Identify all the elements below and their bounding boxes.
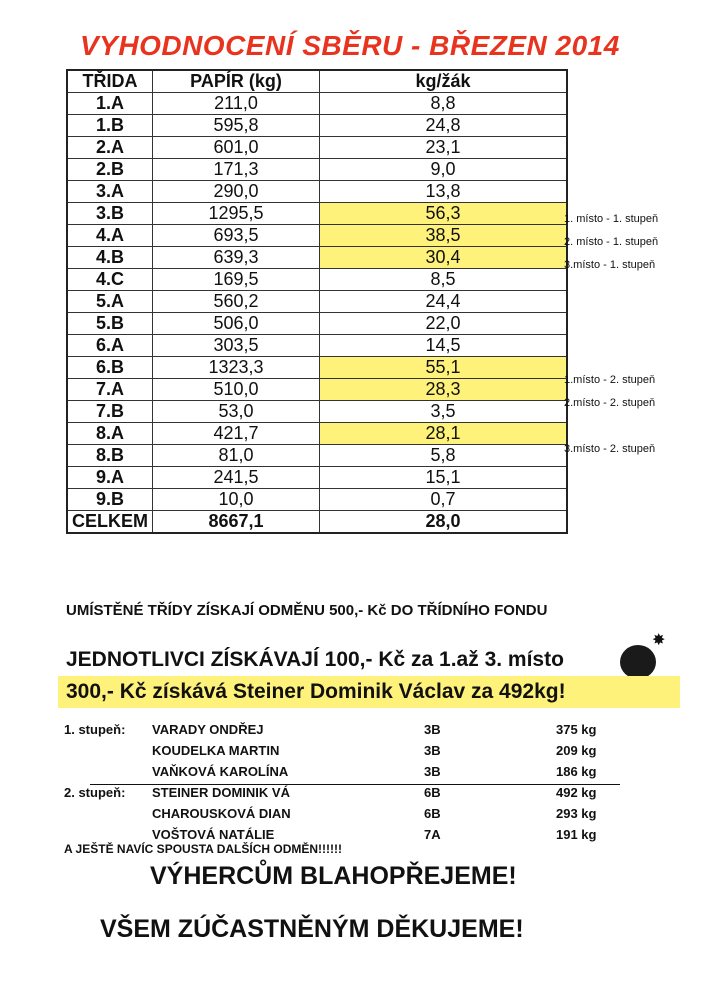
winner-name: CHAROUSKOVÁ DIAN [152, 806, 291, 821]
cell-class: 6.B [67, 357, 153, 379]
cell-class: 4.B [67, 247, 153, 269]
cell-paper: 81,0 [153, 445, 320, 467]
cell-per-pupil: 15,1 [320, 467, 568, 489]
cell-paper: 595,8 [153, 115, 320, 137]
cell-per-pupil: 38,5 [320, 225, 568, 247]
cell-class: 3.A [67, 181, 153, 203]
winner-row [64, 783, 624, 804]
placement-note: 3.místo - 1. stupeň [564, 259, 656, 271]
winner-name: VARADY ONDŘEJ [152, 722, 264, 737]
congrats-text: VÝHERCŮM BLAHOPŘEJEME! [150, 862, 517, 890]
table-row [67, 467, 567, 489]
cell-per-pupil: 5,8 [320, 445, 568, 467]
cell-per-pupil: 30,4 [320, 247, 568, 269]
top-winner-banner: 300,- Kč získává Steiner Dominik Václav za 492kg! [58, 676, 680, 708]
table-row [67, 489, 567, 511]
cell-paper: 169,5 [153, 269, 320, 291]
cell-class: 6.A [67, 335, 153, 357]
cell-paper: 1323,3 [153, 357, 320, 379]
cell-paper: 171,3 [153, 159, 320, 181]
cell-class: 5.B [67, 313, 153, 335]
cell-per-pupil: 28,3 [320, 379, 568, 401]
results-table [66, 69, 568, 534]
winner-class: 7A [424, 827, 441, 842]
cell-paper: 211,0 [153, 93, 320, 115]
cell-per-pupil: 8,5 [320, 269, 568, 291]
table-row [67, 313, 567, 335]
winner-kg: 186 kg [556, 764, 597, 779]
cell-class: 2.A [67, 137, 153, 159]
cell-per-pupil: 23,1 [320, 137, 568, 159]
table-row [67, 423, 567, 445]
winner-level: 1. stupeň: [64, 722, 126, 737]
table-row [67, 137, 567, 159]
table-row [67, 401, 567, 423]
placement-note: 2. místo - 1. stupeň [564, 236, 659, 248]
cell-per-pupil: 0,7 [320, 489, 568, 511]
cell-class: 4.A [67, 225, 153, 247]
cell-per-pupil: 22,0 [320, 313, 568, 335]
cell-paper: 560,2 [153, 291, 320, 313]
placement-note: 2.místo - 2. stupeň [564, 397, 656, 409]
cell-per-pupil: 55,1 [320, 357, 568, 379]
winner-class: 3B [424, 764, 441, 779]
winner-class: 6B [424, 785, 441, 800]
winner-name: VAŇKOVÁ KAROLÍNA [152, 764, 289, 779]
winner-kg: 191 kg [556, 827, 597, 842]
cell-class: 7.B [67, 401, 153, 423]
table-row [67, 269, 567, 291]
winner-name: KOUDELKA MARTIN [152, 743, 280, 758]
table-row [67, 203, 567, 225]
cell-paper: 1295,5 [153, 203, 320, 225]
total-label: CELKEM [67, 511, 153, 534]
cell-class: 1.B [67, 115, 153, 137]
winner-class: 3B [424, 722, 441, 737]
cell-class: 5.A [67, 291, 153, 313]
cell-paper: 421,7 [153, 423, 320, 445]
cell-class: 8.A [67, 423, 153, 445]
winners-list [64, 720, 624, 846]
divider [90, 784, 620, 785]
winner-row [64, 720, 624, 741]
spark-icon: ✸ [652, 632, 666, 649]
placement-note: 3.místo - 2. stupeň [564, 443, 656, 455]
cell-paper: 290,0 [153, 181, 320, 203]
cell-paper: 53,0 [153, 401, 320, 423]
winner-kg: 375 kg [556, 722, 597, 737]
cell-per-pupil: 28,1 [320, 423, 568, 445]
table-row [67, 445, 567, 467]
winner-class: 6B [424, 806, 441, 821]
table-row [67, 93, 567, 115]
placement-note: 1. místo - 1. stupeň [564, 213, 659, 225]
winner-name: VOŠTOVÁ NATÁLIE [152, 827, 275, 842]
total-per-pupil: 28,0 [320, 511, 568, 534]
cell-paper: 10,0 [153, 489, 320, 511]
winner-level: 2. stupeň: [64, 785, 126, 800]
winner-kg: 492 kg [556, 785, 597, 800]
cell-paper: 510,0 [153, 379, 320, 401]
table-row [67, 291, 567, 313]
cell-per-pupil: 9,0 [320, 159, 568, 181]
cell-class: 8.B [67, 445, 153, 467]
winner-name: STEINER DOMINIK VÁ [152, 785, 290, 800]
cell-paper: 693,5 [153, 225, 320, 247]
table-row [67, 357, 567, 379]
bomb-icon [620, 645, 656, 679]
header-paper: PAPÍR (kg) [153, 70, 320, 93]
extra-rewards-text: A JEŠTĚ NAVÍC SPOUSTA DALŠÍCH ODMĚN!!!!!! [64, 842, 342, 856]
table-row [67, 181, 567, 203]
table-row [67, 115, 567, 137]
cell-class: 4.C [67, 269, 153, 291]
cell-class: 1.A [67, 93, 153, 115]
total-paper: 8667,1 [153, 511, 320, 534]
placement-note: 1.místo - 2. stupeň [564, 374, 656, 386]
cell-paper: 506,0 [153, 313, 320, 335]
total-row [67, 511, 567, 534]
cell-class: 7.A [67, 379, 153, 401]
winner-kg: 293 kg [556, 806, 597, 821]
header-per-pupil: kg/žák [320, 70, 568, 93]
page-title: VYHODNOCENÍ SBĚRU - BŘEZEN 2014 [80, 30, 620, 61]
cell-per-pupil: 24,4 [320, 291, 568, 313]
table-row [67, 247, 567, 269]
cell-class: 3.B [67, 203, 153, 225]
table-row [67, 379, 567, 401]
class-reward-text: UMÍSTĚNÉ TŘÍDY ZÍSKAJÍ ODMĚNU 500,- Kč DO TŘÍDNÍHO FONDU [66, 602, 548, 619]
cell-per-pupil: 13,8 [320, 181, 568, 203]
cell-per-pupil: 3,5 [320, 401, 568, 423]
cell-class: 9.B [67, 489, 153, 511]
table-row [67, 335, 567, 357]
winner-row [64, 804, 624, 825]
winner-row [64, 762, 624, 783]
winner-class: 3B [424, 743, 441, 758]
thanks-text: VŠEM ZÚČASTNĚNÝM DĚKUJEME! [100, 915, 524, 943]
winner-row [64, 741, 624, 762]
winner-kg: 209 kg [556, 743, 597, 758]
individual-reward-text: JEDNOTLIVCI ZÍSKÁVAJÍ 100,- Kč za 1.až 3. místo [66, 648, 564, 671]
cell-class: 9.A [67, 467, 153, 489]
cell-paper: 303,5 [153, 335, 320, 357]
cell-class: 2.B [67, 159, 153, 181]
cell-paper: 601,0 [153, 137, 320, 159]
cell-per-pupil: 56,3 [320, 203, 568, 225]
cell-paper: 241,5 [153, 467, 320, 489]
cell-per-pupil: 24,8 [320, 115, 568, 137]
cell-paper: 639,3 [153, 247, 320, 269]
cell-per-pupil: 14,5 [320, 335, 568, 357]
table-header-row [67, 70, 567, 93]
table-row [67, 159, 567, 181]
header-class: TŘIDA [67, 70, 153, 93]
table-row [67, 225, 567, 247]
cell-per-pupil: 8,8 [320, 93, 568, 115]
